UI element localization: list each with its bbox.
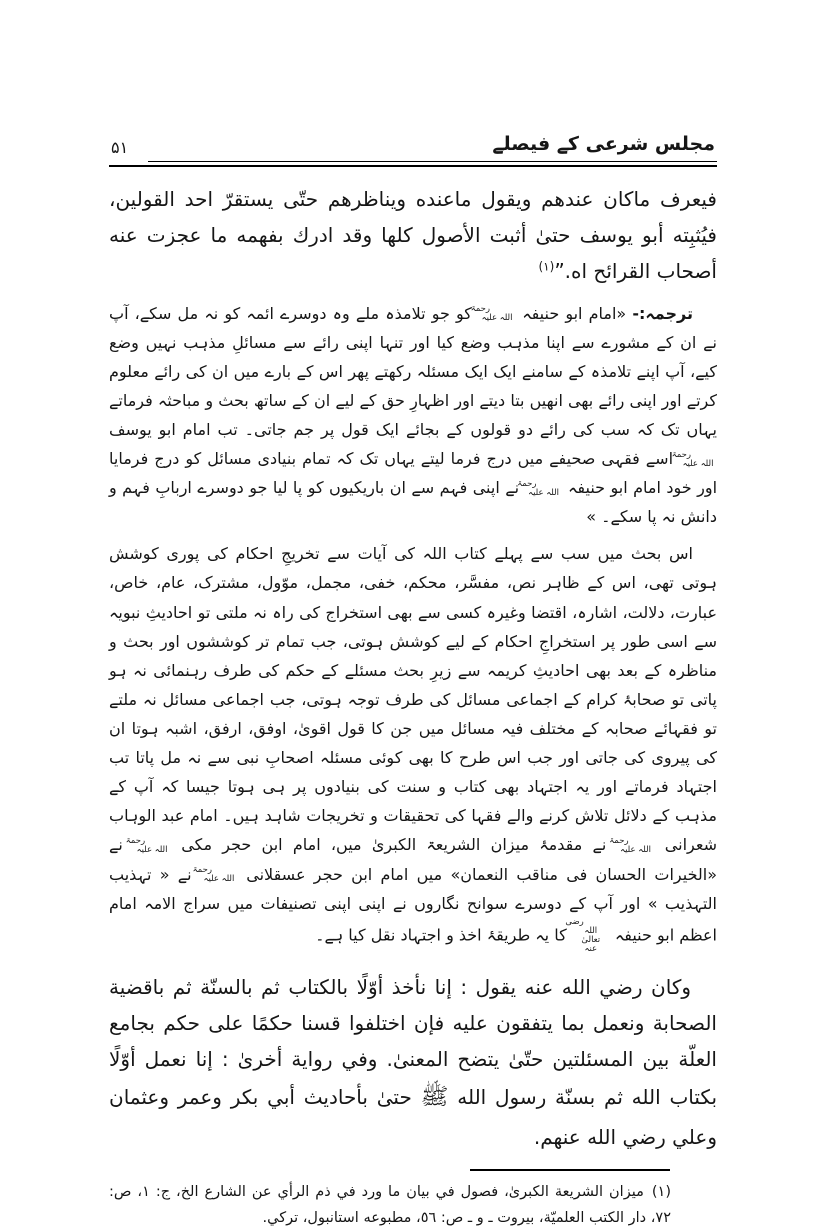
discussion-segment: کا یہ طریقۂ اخذ و اجتہاد نقل کیا ہے۔: [315, 925, 567, 945]
honorific-stamp: رحمۃ اللہ علیہ: [609, 836, 651, 855]
translation-segment: کو جو تلامذہ ملے وہ دوسرے ائمہ کو نہ مل سکے، آپ نے ان کے مشورے سے اپنا مذہب وضع کیا اور تنہا اپنی رائے سے مسائلِ مذہب نہیں وضع کیے، آپ اپنے تلامذہ کے سامنے ایک ایک مسئلہ رکھتے پھر اس کے بارے میں ان کی رائے معلوم کرتے اور اپنی رائے بھی انھیں بتا دیتے اور اظہارِ حق کے لیے ان کے ساتھ بحث و مباحثہ فرماتے یہاں تک کہ سب کی رائے دو قولوں کے بجائے ایک قول پر جم جاتی۔ تب امام ابو یوسف: [109, 303, 717, 439]
honorific-stamp: رضی اللہ تعالیٰ عنہ: [565, 916, 601, 954]
page-footer: [109, 1169, 717, 1231]
honorific-stamp: رحمۃ اللہ علیہ: [517, 478, 559, 498]
honorific-stamp: رحمۃ اللہ علیہ: [125, 836, 168, 855]
arabic-quote-saying: [109, 969, 717, 1154]
arabic-saying-text: حتىٰ بأحاديث أبي بكر وعمر وعثمان وعلي رضي الله عنهم.: [109, 1085, 717, 1149]
salawat-symbol: ﷺ: [420, 1084, 449, 1111]
header-rule-thick: [109, 165, 717, 167]
footnote-citation: [109, 1179, 717, 1231]
discussion-segment: اس بحث میں سب سے پہلے کتاب اللہ کی آیات سے تخریجِ احکام کی پوری کوشش ہوتی تھی، اس کے ظاہر نص، مفسَّر، محکم، خفی، مجمل، موّول، مشترک، عام، خاص، عبارت، دلالت، اشارہ، اقتضا وغیرہ کسی سے بھی استخراج کی راہ نہ ملتی تو احادیثِ نبویہ سے اسی طور پر استخراجِ احکام کے لیے کوشش ہوتی، جب تمام تر کوششوں اور بحث و مناظرہ کے بعد بھی احادیثِ کریمہ سے زیرِ بحث مسئلے کے حکم کی طرف رہنمائی نہ ہو پاتی تو صحابۂ کرام کے اجماعی مسائل کی طرف توجہ ہوتی، جب اجماعی مسائل نہ ملتے تو فقہائے صحابہ کے مختلف فیہ مسائل میں جن کا قول اقویٰ، اوفق، ارفق، اشبہ ہوتا ان کی پیروی کی جاتی اور جب اس طرح کا بھی کوئی مسئلہ اصحابِ نبی سے نہ مل پاتا تب اجتہاد فرماتے اور یہ اجتہاد بھی کتاب و سنت کی بنیادوں پر ہی ہوتا جیسا کہ آپ کے مذہب کے دلائل تلاش کرنے والے فقہا کی تحقیقات و تخریجات شاہد ہیں۔ امام عبد الوہاب شعرانی: [109, 544, 717, 855]
header-row: [109, 130, 717, 162]
page-body: [109, 181, 717, 1155]
footnote-number: (١): [651, 1183, 671, 1200]
honorific-stamp: رحمۃ اللہ علیہ: [470, 304, 513, 323]
honorific-stamp: رحمۃ اللہ علیہ: [671, 449, 714, 469]
page-number: ۵۱: [111, 138, 129, 158]
translation-segment: «امام ابو حنیفہ: [522, 303, 633, 323]
urdu-discussion-paragraph: [109, 539, 717, 953]
header-rule-thin: [148, 160, 486, 162]
honorific-stamp: رحمۃ اللہ علیہ: [192, 865, 235, 885]
translation-label: ترجمہ:-: [632, 303, 694, 323]
running-head-title: مجلس شرعی کے فیصلے: [486, 130, 717, 162]
arabic-quote-continuation: [109, 181, 717, 289]
footnote-separator-rule: [470, 1169, 670, 1171]
arabic-quote-text: فيعرف ماكان عندهم ويقول ماعنده ويناظرهم حتّى يستقرّ احد القولين، فيُثبِته أبو يوسف حتىٰ أثبت الأصول كلها وقد ادرك بفهمه ما عجزت عنه أصحاب القرائح اه.”: [109, 186, 717, 283]
footnote-reference-marker: (١): [538, 258, 555, 273]
translation-segment: نے اپنی فہم سے ان باریکیوں کو پا لیا جو دوسرے اربابِ فہم و دانش نہ پا سکے۔ »: [109, 478, 717, 527]
urdu-translation-paragraph: [109, 299, 717, 532]
discussion-segment: نے «الخیرات الحسان فی مناقب النعمان» میں امام ابن حجر عسقلانی: [109, 835, 718, 884]
footnote-text: ميزان الشريعة الكبرىٰ، فصول في بيان ما ورد في ذم الرأي عن الشارع الخ، ج: ١، ص: ٧٢، دار الكتب العلميّة، بيروت ـ و ـ ص: ٥٦، مطبوعه استانبول، تركي.: [109, 1183, 671, 1226]
discussion-segment: نے « تہذیب التہذیب » اور آپ کے دوسرے سوانح نگاروں نے اپنی اپنی تصنیفات میں سراج الامہ امام اعظم ابو حنیفہ: [109, 864, 717, 945]
discussion-segment: نے مقدمۂ میزان الشریعۃ الکبریٰ میں، امام ابن حجر مکی: [181, 835, 607, 855]
arabic-saying-text: وكان رضي الله عنه يقول : إنا نأخذ أوّلًا بالكتاب ثم بالسنّة ثم باقضية الصحابة ونعمل بما يتفقون عليه فإن اختلفوا قسنا حكمًا على حكم بجامع العلّة بين المسئلتين حتّىٰ يتضح المعنىٰ. وفي رواية أخرىٰ : إنا نعمل أوّلًا بكتاب الله ثم بسنّة رسول الله: [109, 975, 718, 1110]
translation-segment: اسے فقہی صحیفے میں درج فرما لیتے یہاں تک کہ تمام بنیادی مسائل کو درج فرمایا اور خود امام ابو حنیفہ: [109, 449, 718, 498]
page-header: [109, 130, 717, 167]
